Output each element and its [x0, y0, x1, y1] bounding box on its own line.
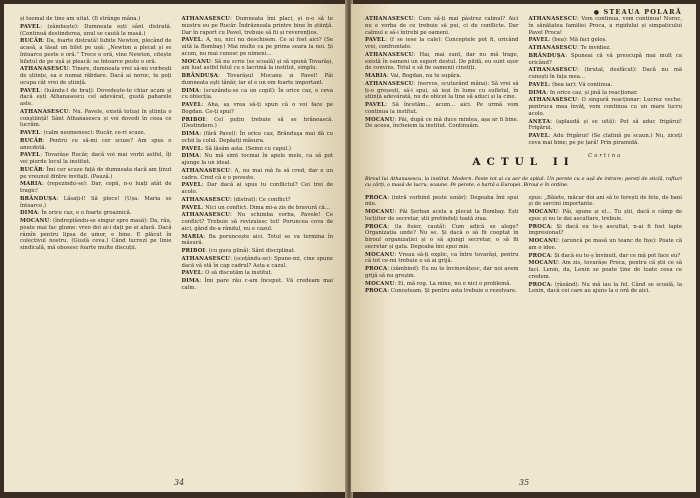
speaker-name: PRIBOI	[181, 248, 206, 254]
dialogue-text: (distrat): Ce conflict?	[233, 196, 291, 203]
speaker-name: PROCA	[528, 252, 551, 259]
dialogue-text: Cum să-ți mai păstrez calmul? Aici nu e vorba de ce trebuie să pui, ci de conflicte. Dar calmul e să-i întrebi pe oameni.	[365, 16, 519, 36]
speaker-name: ATHANASESCU	[181, 255, 231, 262]
dialogue-line: PROCA: (zâmbind): Eu nu te învinovățesc, dar noi avem grijă să nu greșim.	[365, 266, 519, 279]
speaker-name: ATHANASESCU	[20, 66, 69, 73]
dialogue-text: În orice caz, e o foarte groaznică.	[41, 210, 132, 217]
dialogue-text: Păi Șerban acela a plecat la Bombay. Ești locțiitor de secretar, știi pretindeți toată ziua.	[365, 209, 519, 222]
speaker-name: PAVEL	[528, 37, 549, 44]
dialogue-text: spus: „Băiete, măcar doi ani să te ferești de fete, de bani și de sarcini importante.	[528, 194, 682, 208]
right-column-2	[528, 16, 683, 159]
dialogue-text: Nu mă simt tocmai în apele mele, ca să pot ajunge la un ideal.	[181, 153, 333, 166]
dialogue-text: Nu schimba vorba, Pavele! Ce conflict? Trebuie să revizuiesc tot! Poruncea ceva de aici, gând de-a rândul, nu e cazul.	[181, 212, 333, 232]
dialogue-line: PAVEL: Nici un conflict. Dima mi-a zis de bravură că...	[181, 204, 330, 211]
speaker-name: DIMA	[181, 87, 200, 94]
left-column-1	[20, 16, 172, 472]
speaker-name: ATHANASESCU	[181, 196, 231, 203]
dialogue-line: MARIA: (repezindu-se): Dar, copii, n-o luați atât de tragic!	[20, 181, 172, 194]
speaker-name: PROCA	[365, 194, 388, 201]
dialogue-text: (scuzându-se ca un copil): În orice caz, e ceva cu obiecția.	[181, 87, 333, 101]
dialogue-text: Hai, mai sunt, dar nu mă trage, există în oameni un suport destul. De pildă, eu sunt ușor de convins. Totul e să fie oamenii cinstiți.	[365, 51, 519, 72]
dialogue-text: (la fisier, caută): Cum adică se alege? Organizația unde? Nu se. Și dacă o să fii cooptat în biroul organizației și o să ajungi secretar, o să fii secretar și gata. Degeaba îmi spui mie.	[365, 223, 519, 250]
dialogue-line: ATHANASESCU: O singură reacționar: Lucrez veche: pentruca mea învăț, vom continua cu un mare lucru acolo.	[528, 97, 682, 117]
speaker-name: DIMA	[528, 89, 547, 96]
dialogue-line: PAVEL: Tovarășe Rucăr, dacă voi mai vorbi astfel, îți vei pierde locul la institut.	[20, 152, 172, 165]
dialogue-text: (fără Pavel): În orice caz, Brânduşa mai dă cu ochii la colul. Depășiți măsura.	[181, 131, 333, 144]
speaker-name: PROCA	[365, 288, 388, 295]
speaker-name: MOCANU	[20, 218, 50, 224]
dialogue-line: PAVEL: Aha, aș vrea să-ți spun că o voi face pe Bogdan. Ce-ți spui?	[181, 102, 334, 115]
dialogue-text: Și dacă eu te-ș ascultat, n-ai fi fost lapte impresionat?	[528, 223, 683, 237]
dialogue-line	[529, 195, 683, 209]
dialogue-line: DIMA: (fără Pavel): În orice caz, Brânduşa mai dă cu ochii la colul. Depășiți măsura.	[181, 131, 333, 144]
speaker-name: DIMA	[181, 153, 200, 160]
dialogue-line: MOCANU: Am zis, tovarășe Proca, pentru că știi ce să faci. Lenin, da, Lenin se poate ține de toate ceea ce credem.	[528, 260, 683, 280]
dialogue-text: Nu. Pavele, există totuși în știința o conștiință! Sânt Athanasescu și voi dovedi în ceea ce lucrăm.	[20, 108, 172, 129]
speaker-name: ATHANASESCU	[181, 212, 231, 219]
speaker-name: PAVEL	[20, 87, 41, 94]
speaker-name: MARIA	[181, 233, 204, 240]
dialogue-line: PRIBOI: Cel puțin trebuie să se hrănească. (Destindere.)	[181, 116, 334, 130]
dialogue-line: PROCA: (râzând): Nu mă iau la fel. Când se scoală, la Lenin, dacă cei care au ajuns la o oră de aici.	[528, 281, 682, 295]
dialogue-line: DIMA: (scuzându-se ca un copil): În orice caz, e ceva cu obiecția.	[181, 87, 333, 101]
right-bottom-columns	[365, 195, 682, 297]
dialogue-line: PAVEL: Să lăsăm asta. (Semn cu capul.)	[181, 145, 291, 152]
speaker-name: MOCANU	[365, 251, 395, 258]
speaker-name: ATHANASESCU	[528, 16, 578, 22]
dialogue-line: MOCANU: (îndreptându-se singur spre masă): Da, râu, poate mai fac glume: vreo doi ai-i dați pe ei afară. Dacă râmîn pentru lipsa de umor, e bine. E plăcut în colectivul nostru. (Gustă ceva.) Când lucrezi pe linie sindicală, mă obosesc foarte multe discuții.	[20, 218, 172, 251]
speaker-name: PROCA	[528, 223, 551, 230]
dialogue-text: (zâmbește): Dumneata ești sânt distrată. (Continuă destinderea, unul se caută la masă.)	[20, 23, 172, 37]
speaker-name: PAVEL	[528, 133, 549, 139]
dialogue-text: (îndreptându-se singur spre masă): Da, râu, poate mai fac glume: vreo doi ai-i dați pe ei afară. Dacă râmîn pentru lipsa de umor, e bine. E plăcut în colectivul nostru. (Gustă ceva.) Când lucrezi pe linie sindicală, mă obosesc foarte multe discuții.	[20, 218, 172, 251]
speaker-name: RUCĂR	[20, 38, 43, 45]
dialogue-line: ATHANASESCU: Tinere, dumneata vrei să-mi vorbești de științe, ea e numai răbdare. Dacă ai noroc, te poți ocupa cât vrei de știință.	[20, 66, 172, 86]
dialogue-line: BRÂNDUȘA: Tovarășul Mocanu și Pavel! Păi dumneata eşti tânăr, iar el e un om foarte important.	[181, 73, 333, 86]
dialogue-line: ATHANASESCU: (nervos, scuturând mâna): Să vrei să ți-o greșești, să-i spui, să ieși în lume cu sufletul, în știință adevărată, nu de obicei la tine să aduci și la cine.	[365, 80, 519, 101]
dialogue-line: BRÂNDUȘA: Lăsați-l! Să plece! (Ușa. Maria se întoarce.)	[20, 195, 172, 209]
dialogue-line: RUCĂR: Pentru ce să-mi cer scuze? Am spus o anecdotă.	[20, 137, 172, 151]
dialogue-line: MOCANU: (aruncă pe masă un teanc de fișe): Poate că am o idee.	[528, 238, 682, 251]
dialogue-line: PAVEL: Adu frigărui! (Se clatină pe scaun.) Nu, ziceți ceva mai bine; pe pe țară! Prin piramidă.	[528, 133, 683, 146]
dialogue-line: MOCANU: Păi, după ce mă duce mintea, așa ar fi bine. De aceea, încheiem la institut. Continuăm.	[365, 116, 519, 130]
dialogue-text: Dumneata îmi placi, și n-o să te mustru eu pe Rucăr. Îndrăzneala printre bine în știință. Dar în raport cu Pavel, trebuie să fii și reverențios.	[181, 16, 333, 36]
dialogue-line: ATHANASESCU: Nu schimba vorba, Pavele! Ce conflict? Trebuie să revizuiesc tot! Poruncea ceva de aici, gând de-a rândul, nu e cazul.	[181, 212, 333, 232]
dialogue-line: MOCANU: Să nu scrie (se scoală) și să spună Tovarăși, am luat astfel felul cu o lacrimă la institut, simplu.	[181, 58, 334, 72]
speaker-name: PAVEL	[181, 102, 202, 108]
speaker-name: ATHANASESCU	[528, 45, 578, 51]
dialogue-line: PROCA: Și dacă eu te-ș ascultat, n-ai fi fost lapte impresionat?	[528, 223, 683, 237]
dialogue-line: ATHANASESCU: Dumneata îmi placi, și n-o să te mustru eu pe Rucăr. Îndrăzneala printre bine în știință. Dar în raport cu Pavel, trebuie să fii și reverențios.	[181, 16, 333, 36]
dialogue-text: Să încetăm... acum... aici. Pe urmă vom continua la institut.	[365, 102, 519, 115]
dialogue-text: Nici un conflict. Dima mi-a zis de bravură că...	[205, 204, 330, 211]
speaker-name: PRIBOI	[181, 116, 206, 123]
dialogue-line: ANETA: (aplaudă și se uită): Pot să aduc frigărui! Frigărui.	[528, 118, 682, 132]
dialogue-line: ATHANASESCU: Nu. Pavele, există totuși în știința o conștiință! Sânt Athanasescu și voi dovedi în ceea ce lucrăm.	[20, 108, 172, 129]
dialogue-text: Și dacă eu te-ș învinuit, dar ce mă pot face eu?	[554, 252, 681, 259]
dialogue-text: Te invidiez.	[580, 45, 611, 51]
dialogue-text: Să nu scrie (se scoală) și să spună Tovarăși, am luat astfel felul cu o lacrimă la institut, simplu.	[181, 58, 334, 72]
dialogue-line: PROCA: Și dacă eu te-ș învinuit, dar ce mă pot face eu?	[528, 252, 681, 259]
speaker-name: ANETA	[528, 118, 551, 125]
speaker-name: ATHANASESCU	[528, 67, 578, 74]
dialogue-text: Pentru ce să-mi cer scuze? Am spus o anecdotă.	[20, 137, 172, 151]
dialogue-line: PAVEL: (luându-l de braț): Dovedește-te chiar acum și dacă ești Athanasescu cel adevărat, gustă paharele aste.	[20, 87, 172, 107]
dialogue-text: (brutal, desfăcut): Dacă nu mă cunoști în fața mea...	[528, 67, 682, 80]
dialogue-text: Tovarășul Mocanu și Pavel! Păi dumneata eşti tânăr, iar el e un om foarte important.	[181, 73, 333, 86]
dialogue-text: (aplaudă și se uită): Pot să aduc frigărui! Frigărui.	[528, 118, 682, 132]
dialogue-line: PROCA: Cunoșteam. Și pentru asta trebuie o rezolvare.	[365, 288, 517, 295]
dialogue-text: Lăsați-l! Să plece! (Ușa. Maria se întoarce.)	[20, 195, 172, 209]
dialogue-text: Îmi cer scuze față de dumneata dacă am ținut pe vreunul dintre invitați. (Pauză.)	[20, 166, 172, 180]
speaker-name: BRÂNDUȘA	[528, 52, 566, 59]
dialogue-text: O să discutăm la institut.	[205, 270, 273, 277]
dialogue-text: A, nu mai mă fa să cred, dar e un cadru. Cred că e o poveste.	[181, 167, 333, 181]
dialogue-text: Îmi pare rău c-am început. Vă credeam mai calm.	[181, 278, 334, 291]
dialogue-text: (bea iar): Vă continua.	[552, 81, 613, 88]
speaker-name: ATHANASESCU	[181, 16, 231, 22]
dialogue-line: PAVEL: (f se iese la cale): Conceptele pot fi, oricând vrei, confruntate.	[365, 37, 519, 50]
speaker-name: PAVEL	[20, 130, 41, 136]
speaker-name: ATHANASESCU	[181, 167, 231, 174]
right-bottom-column-1	[365, 195, 519, 297]
dialogue-line: PAVEL: (bea): Mă faci geloș.	[528, 37, 607, 44]
dialogue-text: Păi, după ce mă duce mintea, așa ar fi bine. De aceea, încheiem la institut. Continuăm.	[365, 116, 519, 130]
dialogue-line: PAVEL: Să încetăm... acum... aici. Pe urmă vom continua la institut.	[365, 102, 519, 115]
speaker-name: BRÂNDUȘA	[181, 73, 219, 79]
dialogue-text: (repezindu-se): Dar, copii, n-o luați atât de tragic!	[20, 181, 172, 194]
speaker-name: PAVEL	[20, 23, 41, 30]
dialogue-line: ATHANASESCU: (brutal, desfăcut): Dacă nu mă cunoști în fața mea...	[528, 67, 682, 80]
dialogue-line: BRÂNDUȘA: Spuneai că vă preocupă mai mult ca oricând?	[528, 52, 683, 66]
dialogue-text: (zâmbind): Eu nu te învinovățesc, dar noi avem grijă să nu greșim.	[365, 266, 519, 279]
speaker-name: DIMA	[20, 210, 38, 217]
speaker-name: MOCANU	[181, 58, 211, 65]
dialogue-text: A, nu, nici nu deschisem. Ce ai fost aici? (Se uită la Bombay.) Mai multe ca pe prima seara la noi. Și acum, nu mai cunosc pe nimeni...	[181, 37, 334, 57]
dialogue-text: (intră vorbind peste umăr): Degeaba îmi spui mie.	[365, 194, 519, 208]
speaker-name: MOCANU	[528, 260, 558, 267]
speaker-name: PAVEL	[181, 270, 202, 277]
page-number-right: 35	[519, 478, 530, 487]
speaker-name: PAVEL	[528, 81, 549, 88]
dialogue-line: ATHANASESCU: Cum să-ți mai păstrez calmul? Aici nu e vorba de ce trebuie să pui, ci de conflicte. Dar calmul e să-i întrebi pe oameni.	[365, 16, 519, 36]
dialogue-text: Să lăsăm asta. (Semn cu capul.)	[205, 145, 291, 152]
dialogue-line: MOCANU: Vreau să-ți explic, ca între tovarăși, pentru că tot ce-mi trebuie e să ai grijă.	[365, 251, 519, 265]
running-header: ● STEAUA POLARĂ	[594, 8, 682, 16]
speaker-name: PROCA	[365, 223, 388, 230]
dialogue-text: (luându-l de braț): Dovedește-te chiar acum și dacă ești Athanasescu cel adevărat, gustă paharele aste.	[20, 87, 172, 107]
dialogue-line: DIMA: În orice caz, e o foarte groaznică.	[20, 210, 132, 217]
dialogue-line: DIMA: In orice caz, și jină la reacționar.	[528, 89, 638, 96]
dialogue-text: In orice caz, și jină la reacționar.	[549, 89, 638, 96]
speaker-name: PAVEL	[181, 182, 202, 189]
dialogue-text: (aruncă pe masă un teanc de fișe): Poate că am o idee.	[528, 238, 682, 251]
right-column-1	[365, 16, 519, 146]
speaker-name: PAVEL	[181, 37, 202, 44]
dialogue-text: Vom continua, vom continua! Noroc, în sănătatea familiei Proca, a rigidului și simpaticului Pavel Proca!	[528, 16, 683, 36]
dialogue-line: ATHANASESCU: (scoțându-se): Spune-mi, cine spune dacă vă stă în cap cadrul? Asta e cazul.	[181, 255, 333, 269]
dialogue-text: Ba poruncește aici. Totul se va termina în măsură.	[181, 233, 334, 247]
speaker-name: MOCANU	[365, 116, 395, 123]
dialogue-line: MOCANU: Păi Șerban acela a plecat la Bombay. Ești locțiitor de secretar, știi pretindeți toată ziua.	[365, 209, 519, 222]
speaker-name: PAVEL	[181, 145, 202, 152]
speaker-name: PROCA	[528, 281, 551, 288]
dialogue-text: O singură reacționar: Lucrez veche: pentruca mea învăț, vom continua cu un mare lucru acolo.	[528, 97, 682, 117]
dialogue-text: Am zis, tovarășe Proca, pentru că știi ce să faci. Lenin, da, Lenin se poate ține de toate ceea ce credem.	[528, 260, 683, 280]
dialogue-text: Adu frigărui! (Se clatină pe scaun.) Nu, ziceți ceva mai bine; pe pe țară! Prin piramidă.	[528, 133, 683, 146]
dialogue-text: (bea): Mă faci geloș.	[552, 37, 607, 44]
act-title: ACTUL II	[472, 156, 575, 168]
speaker-name: PAVEL	[20, 152, 41, 159]
right-page	[351, 4, 696, 492]
dialogue-line: ATHANASESCU: A, nu mai mă fa să cred, dar e un cadru. Cred că e o poveste.	[181, 167, 333, 181]
dialogue-text: și toemal de tine am uitat. (Il strânge mâna.)	[20, 16, 141, 22]
speaker-name: ATHANASESCU	[365, 51, 414, 58]
dialogue-line: DIMA: Nu mă simt tocmai în apele mele, ca să pot ajunge la un ideal.	[181, 153, 333, 166]
cortina-label: Cortina	[588, 152, 623, 159]
speaker-name: RUCĂR	[20, 137, 43, 144]
dialogue-text: Spuneai că vă preocupă mai mult ca oricând?	[528, 52, 683, 66]
speaker-name: MOCANU	[365, 209, 395, 216]
speaker-name: DIMA	[181, 131, 200, 137]
dialogue-line	[20, 16, 172, 23]
page-number-left: 34	[174, 478, 185, 487]
stage-direction: Biroul lui Athanasescu, la institut. Modern. Peste tot ai ca aer de spital. Un perete cu o ușă de intrare; pereți de sticlă, rafturi cu cărți, o masă de lucru, scaune. Pe perete, o hartă a Europei. Biroul e în ordine.	[365, 176, 682, 189]
dialogue-line: PAVEL: (calm neomenesc): Rucăr, ce-ri scuze.	[20, 130, 146, 136]
dialogue-line: PAVEL: (bea iar): Vă continua.	[528, 81, 613, 88]
dialogue-text: Cel puțin trebuie să se hrănească. (Destindere.)	[181, 116, 334, 130]
dialogue-text: Ei, mă rog. La mine, nu e nici o problemă.	[397, 280, 512, 287]
dialogue-line: PROCA: (la fisier, caută): Cum adică se alege? Organizația unde? Nu se. Și dacă o să fii cooptat în biroul organizației și o să ajungi secretar, o să fii secretar și gata. Degeaba îmi spui mie.	[365, 223, 519, 250]
dialogue-text: Păi, spune și el... Tu știi, dacă e câmp de spus și nu le dai ascultare, trebuie.	[528, 209, 682, 222]
dialogue-line: ATHANASESCU: Te invidiez.	[528, 45, 611, 51]
speaker-name: ATHANASESCU	[20, 108, 69, 115]
dialogue-line: PAVEL: (zâmbește): Dumneata ești sânt distrată. (Continuă destinderea, unul se caută la masă.)	[20, 23, 172, 37]
speaker-name: BRÂNDUȘA	[20, 195, 57, 202]
dialogue-text: (râzând): Nu mă iau la fel. Când se scoală, la Lenin, dacă cei care au ajuns la o oră de aici.	[528, 281, 682, 295]
dialogue-line: RUCĂR: Îmi cer scuze față de dumneata dacă am ținut pe vreunul dintre invitați. (Pauză.)	[20, 166, 172, 180]
speaker-name: PAVEL	[365, 102, 386, 108]
dialogue-line: PROCA: (intră vorbind peste umăr): Degeaba îmi spui mie.	[365, 194, 519, 208]
right-top-columns	[365, 16, 683, 159]
dialogue-line: ATHANASESCU: (distrat): Ce conflict?	[181, 196, 291, 203]
left-page	[4, 4, 347, 492]
dialogue-line: MARIA: Ba poruncește aici. Totul se va termina în măsură.	[181, 233, 334, 247]
speaker-name: ATHANASESCU	[528, 97, 578, 104]
speaker-name: PROCA	[365, 266, 388, 273]
dialogue-text: (calm neomenesc): Rucăr, ce-ri scuze.	[43, 130, 146, 136]
speaker-name: ATHANASESCU	[365, 16, 414, 22]
dialogue-line: MOCANU: Ei, mă rog. La mine, nu e nici o problemă.	[365, 280, 512, 287]
speaker-name: PAVEL	[365, 37, 386, 44]
dialogue-text: (f se iese la cale): Conceptele pot fi, oricând vrei, confruntate.	[365, 37, 519, 50]
dialogue-line: PAVEL: O să discutăm la institut.	[181, 270, 273, 277]
speaker-name: MOCANU	[528, 238, 558, 245]
speaker-name: PAVEL	[181, 204, 202, 211]
dialogue-text: (scoțându-se): Spune-mi, cine spune dacă vă stă în cap cadrul? Asta e cazul.	[181, 255, 333, 269]
dialogue-text: Da, foarte distrată! Iubite Newton, plecând de acasă, a lăsat un bilet pe ușă: „Newton a plecat și se întoarce peste o oră.” Trece o oră, vine Newton, citește biletul de pe ușă și pleacă: se întoarce peste o oră.	[20, 38, 172, 65]
dialogue-line: ATHANASESCU: Hai, mai sunt, dar nu mă trage, există în oameni un suport destul. De pildă, eu sunt ușor de convins. Totul e să fie oamenii cinstiți.	[365, 51, 519, 72]
dialogue-line: RUCĂR: Da, foarte distrată! Iubite Newton, plecând de acasă, a lăsat un bilet pe ușă: „Newton a plecat și se întoarce peste o oră.” Trece o oră, vine Newton, citește biletul de pe ușă și pleacă: se întoarce peste o oră.	[20, 38, 172, 65]
dialogue-text: Tinere, dumneata vrei să-mi vorbești de științe, ea e numai răbdare. Dacă ai noroc, te poți ocupa cât vrei de știință.	[20, 66, 172, 86]
left-page-columns	[20, 16, 333, 472]
speaker-name: MARIA	[20, 181, 42, 188]
dialogue-text: Dar dacă ai spus tu conflictul? Cei trei de acolo.	[181, 182, 333, 195]
dialogue-line: PAVEL: A, nu, nici nu deschisem. Ce ai fost aici? (Se uită la Bombay.) Mai multe ca pe prima seara la noi. Și acum, nu mai cunosc pe nimeni...	[181, 37, 334, 57]
dialogue-line: MARIA: Vai, Bogdan, nu te supăra.	[365, 73, 462, 79]
dialogue-text: Vai, Bogdan, nu te supăra.	[390, 73, 462, 79]
dialogue-line: PRIBOI: (cu gura plină): Sânt disciplinat.	[181, 248, 296, 254]
speaker-name: MOCANU	[365, 280, 395, 287]
right-page-content	[365, 16, 682, 472]
speaker-name: MOCANU	[528, 209, 558, 216]
speaker-name: MARIA	[365, 73, 387, 79]
dialogue-line: DIMA: Îmi pare rău c-am început. Vă credeam mai calm.	[181, 278, 334, 291]
dialogue-line: ATHANASESCU: Vom continua, vom continua! Noroc, în sănătatea familiei Proca, a rigidului și simpaticului Pavel Proca!	[528, 16, 683, 36]
dialogue-text: Aha, aș vrea să-ți spun că o voi face pe Bogdan. Ce-ți spui?	[181, 102, 334, 115]
left-column-2	[182, 16, 334, 472]
dialogue-line: PAVEL: Dar dacă ai spus tu conflictul? Cei trei de acolo.	[181, 182, 333, 195]
dialogue-text: (cu gura plină): Sânt disciplinat.	[208, 248, 296, 254]
speaker-name: ATHANASESCU	[365, 80, 414, 87]
speaker-name: DIMA	[181, 278, 200, 284]
dialogue-line: MOCANU: Păi, spune și el... Tu știi, dacă e câmp de spus și nu le dai ascultare, trebuie.	[528, 209, 682, 222]
dialogue-text: Cunoșteam. Și pentru asta trebuie o rezolvare.	[390, 288, 517, 295]
dialogue-text: Vreau să-ți explic, ca între tovarăși, pentru că tot ce-mi trebuie e să ai grijă.	[365, 251, 519, 265]
speaker-name: RUCĂR	[20, 166, 43, 173]
dialogue-text: (nervos, scuturând mâna): Să vrei să ți-o greșești, să-i spui, să ieși în lume cu sufletul, în știință adevărată, nu de obicei la tine să aduci și la cine.	[365, 80, 519, 101]
right-bottom-column-2	[529, 195, 683, 297]
dialogue-text: Tovarășe Rucăr, dacă voi mai vorbi astfel, îți vei pierde locul la institut.	[20, 152, 172, 165]
